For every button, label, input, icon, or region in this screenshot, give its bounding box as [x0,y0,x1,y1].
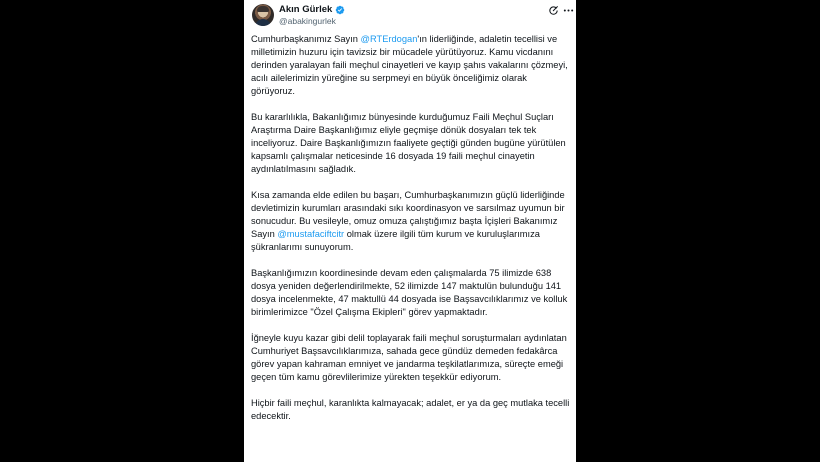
tweet-paragraph-1 [251,33,573,98]
author-avatar[interactable] [252,4,274,26]
tweet-text [251,33,573,436]
verified-badge-icon [335,5,345,15]
paragraph-text: Kısa zamanda elde edilen bu başarı, Cumhurbaşkanımızın güçlü liderliğinde devletimizin kurumları arasındaki sıkı koordinasyon ve sarsılmaz uyumun bir sonucudur. Bu vesileyle, omuz omuza çalıştığımız başta İçişleri Bakanımız Sayın [251,190,565,239]
letterbox-left [0,0,244,462]
author-handle[interactable]: @abakingurlek [279,16,336,26]
tweet-paragraph-5: İğneyle kuyu kazar gibi delil toplayarak faili meçhul soruşturmaları aydınlatan Cumhuriyet Başsavcılıklarımıza, sahada gece gündüz demeden fedakârca görev yapan kahraman emniyet ve jandarma teşkilatlarımıza, süreçte emeği geçen tüm kamu görevlilerimize yürekten teşekkür ediyorum. [251,333,567,382]
grok-icon[interactable] [548,5,559,16]
mention-link[interactable]: @RTErdogan [360,34,418,44]
letterbox-right [576,0,820,462]
author-name-row [279,4,345,16]
tweet-paragraph-6: Hiçbir faili meçhul, karanlıkta kalmayacak; adalet, er ya da geç mutlaka tecelli edecektir. [251,398,570,421]
author-name[interactable]: Akın Gürlek [279,4,333,15]
tweet-paragraph-3 [251,189,573,254]
tweet-paragraph-2: Bu kararlılıkla, Bakanlığımız bünyesinde kurduğumuz Faili Meçhul Suçları Araştırma Daire Başkanlığımız eliyle geçmişe dönük dosyaları tek tek inceliyoruz. Daire Başkanlığımızın faaliyete geçtiği günden bugüne yürütülen kapsamlı çalışmalar neticesinde 16 dosyada 19 faili meçhul cinayetin aydınlatılmasını sağladık. [251,112,566,174]
tweet-header [244,0,576,30]
paragraph-text: olmak üzere ilgili tüm kurum ve kuruluşlarımıza şükranlarımı sunuyorum. [251,229,540,252]
paragraph-text: 'ın liderliğinde, adaletin tecellisi ve milletimizin huzuru için tavizsiz bir mücadele yürütüyoruz. Kamu vicdanını derinden yaralayan faili meçhul cinayetleri ve kayıp şahıs vakalarını çözmeyi, acılı ailelerimizin yüreğine su serpmeyi en büyük önceliğimiz olarak görüyoruz. [251,34,568,96]
paragraph-text: Cumhurbaşkanımız Sayın [251,34,361,44]
tweet-card [244,0,576,462]
more-horizontal-icon[interactable] [563,5,574,16]
tweet-paragraph-4: Başkanlığımızın koordinesinde devam eden çalışmalarda 75 ilimizde 638 dosya yeniden değerlendirilmekte, 52 ilimizde 147 maktulün bulunduğu 141 dosya incelenmekte, 47 maktullü 44 dosyada ise Başsavcılıklarımız ve kolluk birimlerimizce "Özel Çalışma Ekipleri" görev yapmaktadır. [251,268,568,317]
mention-link[interactable]: @mustafaciftcitr [277,229,345,239]
